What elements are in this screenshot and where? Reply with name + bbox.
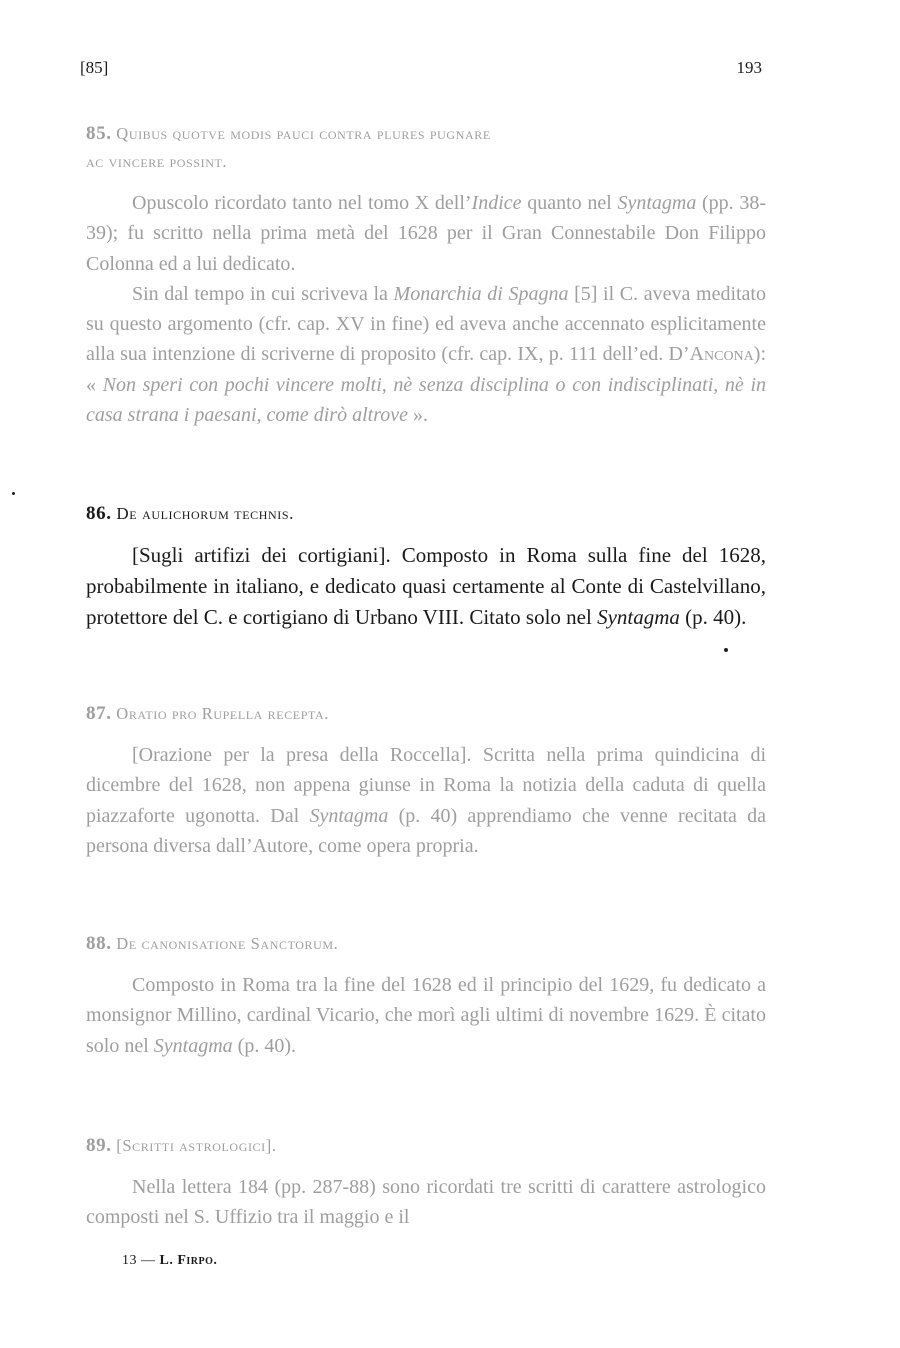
entry-title: Oratio pro Rupella recepta. bbox=[116, 704, 329, 723]
entry-number: 87. bbox=[86, 703, 112, 724]
entry-title: [Scritti astrologici]. bbox=[116, 1136, 277, 1155]
entry-88 bbox=[86, 930, 766, 1061]
running-head bbox=[80, 58, 762, 82]
entry-title: De canonisatione Sanctorum. bbox=[116, 934, 339, 953]
entry-heading bbox=[86, 700, 766, 728]
entry-title-continued: ac vincere possint. bbox=[86, 152, 228, 171]
entry-number: 86. bbox=[86, 503, 112, 524]
entry-paragraph: Opuscolo ricordato tanto nel tomo X dell’Indice quanto nel Syntagma (pp. 38-39); fu scritto nella prima metà del 1628 per il Gran Connestabile Don Filippo Colonna ed a lui dedicato. bbox=[86, 192, 767, 275]
entry-heading bbox=[86, 1132, 766, 1160]
footer-author: L. Firpo. bbox=[159, 1253, 218, 1268]
entry-paragraph: Composto in Roma tra la fine del 1628 ed il principio del 1629, fu dedicato a monsignor Millino, cardinal Vicario, che morì agli ultimi di novembre 1629. È citato solo nel Syntagma (p. 40). bbox=[86, 974, 766, 1057]
entry-heading bbox=[86, 120, 766, 176]
entry-title: De aulichorum technis. bbox=[116, 504, 294, 523]
entry-number: 88. bbox=[86, 933, 112, 954]
entry-title: Quibus quotve modis pauci contra plures pugnare bbox=[116, 124, 491, 143]
entry-86 bbox=[86, 500, 766, 633]
entry-heading bbox=[86, 930, 766, 958]
signature-mark: 13 — L. Firpo. bbox=[122, 1253, 218, 1268]
entry-85 bbox=[86, 120, 766, 430]
entry-paragraph: Sin dal tempo in cui scriveva la Monarchia di Spagna [5] il C. aveva meditato su questo argomento (cfr. cap. XV in fine) ed aveva anche accennato esplicitamente alla sua intenzione di scriverne di proposito (cfr. cap. IX, p. 111 dell’ed. D’Ancona): « Non speri con pochi vincere molti, nè senza disciplina o con indisciplinati, nè in casa strana i paesani, come dirò altrove ». bbox=[86, 282, 767, 427]
chapter-number-bracket: [85] bbox=[80, 58, 109, 77]
entry-paragraph: [Orazione per la presa della Roccella]. Scritta nella prima quindicina di dicembre del 1628, non appena giunse in Roma la notizia della caduta di quella piazzaforte ugonotta. Dal Syntagma (p. 40) apprendiamo che venne recitata da persona diversa dall’Autore, come opera propria. bbox=[86, 744, 767, 857]
entry-87 bbox=[86, 700, 766, 861]
entry-paragraph: [Sugli artifizi dei cortigiani]. Composto in Roma sulla fine del 1628, probabilmente in italiano, e dedicato quasi certamente al Conte di Castelvillano, protettore del C. e cortigiano di Urbano VIII. Citato solo nel Syntagma (p. 40). bbox=[86, 543, 766, 629]
entry-heading bbox=[86, 500, 766, 528]
page-number: 193 bbox=[736, 58, 762, 77]
print-speck bbox=[12, 492, 15, 495]
entry-paragraph: Nella lettera 184 (pp. 287-88) sono ricordati tre scritti di carattere astrologico composti nel S. Uffizio tra il maggio e il bbox=[86, 1176, 766, 1229]
entry-number: 85. bbox=[86, 123, 112, 144]
entry-89 bbox=[86, 1132, 766, 1233]
print-speck bbox=[724, 648, 728, 652]
entry-number: 89. bbox=[86, 1135, 112, 1156]
